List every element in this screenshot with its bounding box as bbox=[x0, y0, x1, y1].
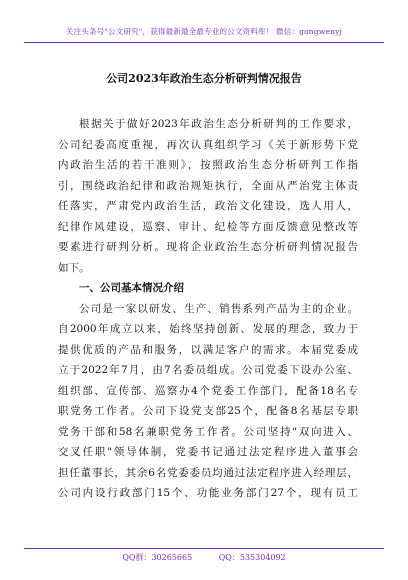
paragraph-line: 要素进行研判分析。现将企业政治生态分析研判情况报告 bbox=[58, 241, 358, 253]
paragraph-line: 如下。 bbox=[58, 261, 90, 274]
paragraph-line: 立于2022年7月，由7名委员组成。公司党委下设办公室、 bbox=[58, 364, 358, 376]
paragraph-line: 纪律作风建设，巡察、审计、纪检等方面反馈意见整改等 bbox=[58, 220, 358, 233]
section-heading: 一、公司基本情况介绍 bbox=[79, 282, 184, 294]
paragraph-line: 引，围绕政治纪律和政治规矩执行，全面从严治党主体责 bbox=[58, 179, 358, 192]
paragraph-intro bbox=[58, 114, 358, 278]
paragraph-line: 组织部、宣传部、巡察办4个党委工作部门，配备18名专 bbox=[58, 384, 358, 397]
paragraph-line: 职党务工作者。公司下设党支部25个，配备8名基层专职 bbox=[58, 405, 358, 417]
paragraph-line: 根据关于做好2023年政治生态分析研判的工作要求， bbox=[79, 118, 358, 130]
header-divider bbox=[24, 42, 384, 43]
footer bbox=[0, 552, 408, 563]
paragraph-line: 任落实，严肃党内政治生活，政治文化建设，选人用人， bbox=[58, 200, 358, 212]
paragraph-line: 提供优质的产品和服务，以满足客户的需求。本届党委成 bbox=[58, 343, 358, 356]
paragraph-line: 交叉任职"领导体制，党委书记通过法定程序进入董事会 bbox=[58, 446, 358, 458]
paragraph-line: 公司内设行政部门15个、功能业务部门27个，现有员工 bbox=[58, 487, 358, 499]
footer-qq-contact: QQ：535304092 bbox=[218, 553, 286, 562]
paragraph-line: 党务干部和58名兼职党务工作者。公司坚持"双向进入、 bbox=[58, 425, 358, 438]
document-body bbox=[58, 114, 358, 504]
paragraph-company-info bbox=[58, 299, 358, 504]
paragraph-line: 公司是一家以研发、生产、销售系列产品为主的企业。 bbox=[79, 302, 358, 315]
footer-divider bbox=[24, 548, 384, 549]
paragraph-line: 内政治生活的若干准则》，按照政治生态分析研判工作指 bbox=[58, 159, 358, 171]
footer-qq-group: QQ群：30265665 bbox=[122, 553, 193, 562]
paragraph-line: 担任董事长，其余6名党委委员均通过法定程序进入经理层， bbox=[58, 466, 358, 479]
header-banner: 关注头条号"公文研究"，获得最新最全最专业的公文资料库！ 微信：gongwenyj bbox=[65, 27, 343, 36]
document-title: 公司2023年政治生态分析研判情况报告 bbox=[106, 72, 302, 85]
paragraph-line: 自2000年成立以来，始终坚持创新、发展的理念，致力于 bbox=[58, 323, 358, 335]
paragraph-line: 公司纪委高度重视，再次认真组织学习《关于新形势下党 bbox=[58, 138, 358, 151]
